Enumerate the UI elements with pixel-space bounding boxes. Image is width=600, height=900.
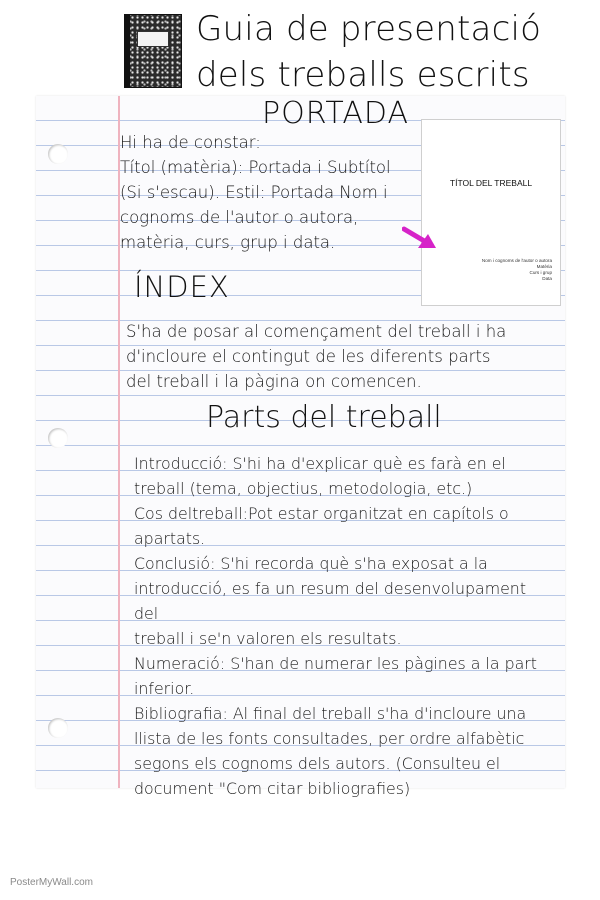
index-line: d'incloure el contingut de les diferents parts	[126, 347, 491, 366]
parts-text	[134, 451, 554, 801]
page-title	[196, 6, 596, 98]
thumbnail-line: Curs i grup	[529, 270, 552, 275]
watermark: PosterMyWall.com	[10, 877, 93, 888]
thumbnail-line: Nom i cognoms de l'autor o autora	[481, 258, 552, 263]
parts-line: segons els cognoms dels autors. (Consulteu el	[134, 754, 501, 773]
parts-line: introducció, es fa un resum del desenvolupament del	[134, 579, 527, 623]
index-line: S'ha de posar al començament del treball i ha	[126, 322, 507, 341]
portada-line: (Si s'escau). Estil: Portada Nom i	[120, 183, 388, 202]
portada-line: matèria, curs, grup i data.	[120, 233, 336, 252]
index-text	[126, 319, 556, 394]
parts-line: inferior.	[134, 679, 195, 698]
portada-line: Hi ha de constar:	[120, 133, 261, 152]
portada-line: Títol (matèria): Portada i Subtítol	[120, 158, 391, 177]
parts-line: treball i se'n valoren els resultats.	[134, 629, 402, 648]
parts-line: Cos deltreball:Pot estar organitzat en capítols o	[134, 504, 509, 523]
portada-heading: PORTADA	[262, 96, 409, 131]
thumbnail-line: Data	[542, 276, 552, 281]
notebook-label	[137, 31, 169, 47]
punch-hole	[48, 144, 68, 164]
thumbnail-title: TÍTOL DEL TREBALL	[449, 178, 533, 188]
parts-line: llista de les fonts consultades, per ordre alfabètic	[134, 729, 525, 748]
parts-line: Numeració: S'han de numerar les pàgines a la part	[134, 654, 537, 673]
parts-line: Conclusió: S'hi recorda què s'ha exposat a la	[134, 554, 488, 573]
portada-text	[120, 130, 420, 255]
arrow-right-icon	[402, 226, 438, 252]
composition-notebook-icon	[124, 14, 182, 88]
index-heading: ÍNDEX	[134, 270, 230, 304]
title-line-2: dels treballs escrits	[196, 55, 530, 95]
index-line: del treball i la pàgina on comencen.	[126, 372, 422, 391]
notebook-spine	[125, 15, 130, 87]
parts-line: Bibliografia: Al final del treball s'ha d'incloure una	[134, 704, 527, 723]
parts-line: Introducció: S'hi ha d'explicar què es farà en el	[134, 454, 506, 473]
parts-line: apartats.	[134, 529, 206, 548]
parts-heading: Parts del treball	[206, 400, 442, 435]
punch-hole	[48, 718, 68, 738]
thumbnail-details	[442, 258, 552, 282]
punch-hole	[48, 428, 68, 448]
title-line-1: Guia de presentació	[196, 9, 542, 49]
cover-thumbnail	[421, 119, 561, 306]
parts-line: treball (tema, objectius, metodologia, etc.)	[134, 479, 473, 498]
thumbnail-line: Matèria	[536, 264, 552, 269]
parts-line: document "Com citar bibliografies)	[134, 779, 411, 798]
portada-line: cognoms de l'autor o autora,	[120, 208, 359, 227]
